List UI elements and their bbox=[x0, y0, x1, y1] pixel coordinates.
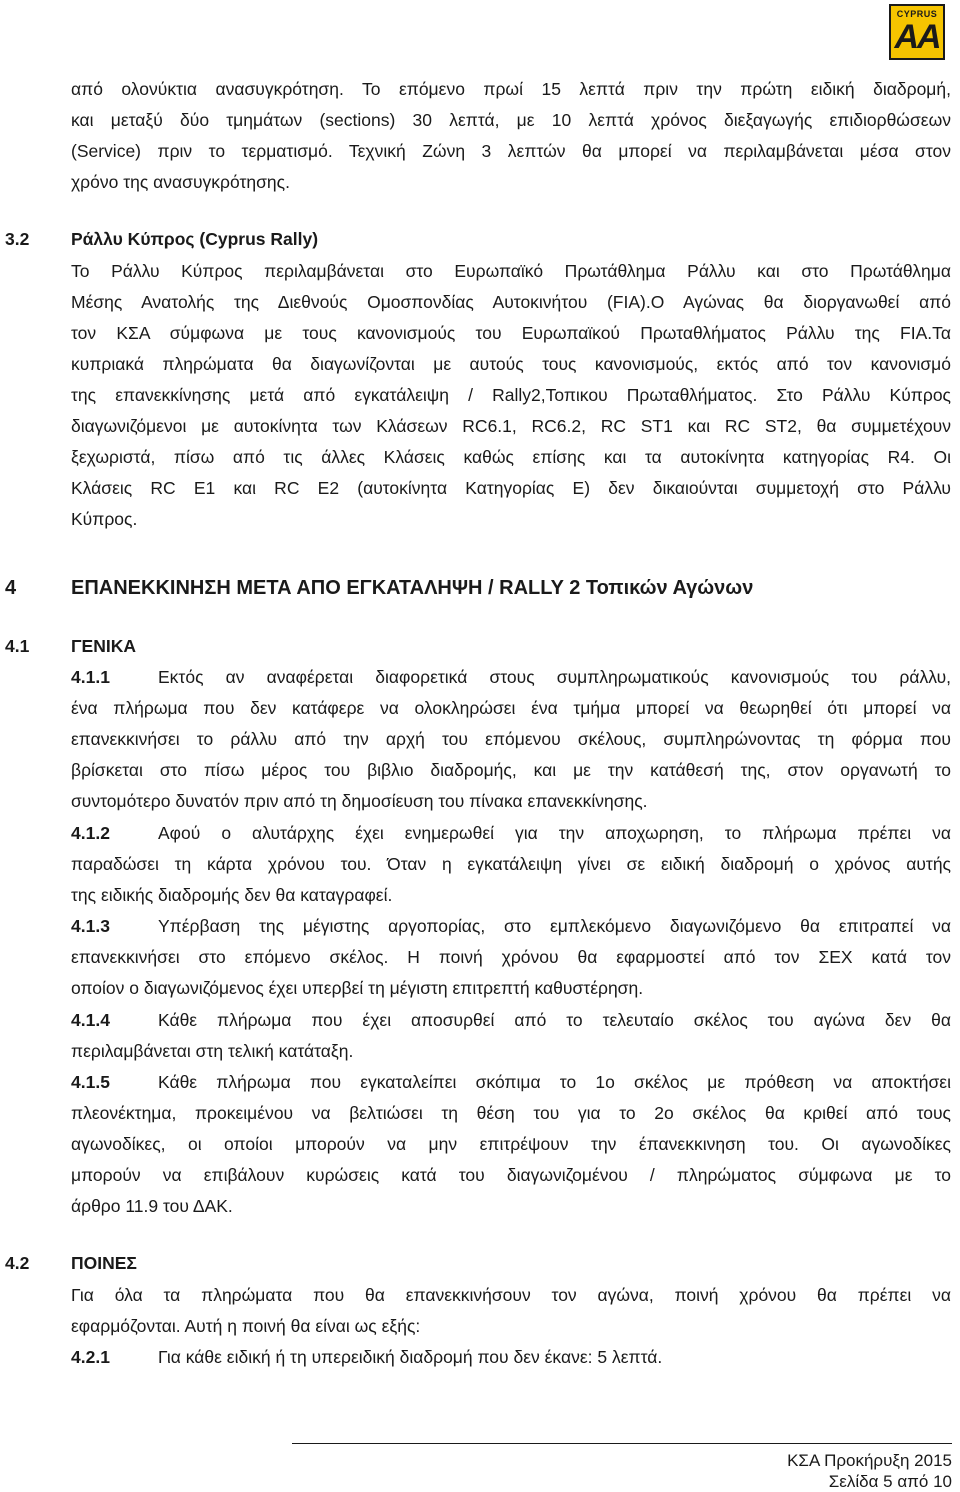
text-line: της επανεκκίνησης μετά από εγκατάλειψη / Rally2,Τοπικου Πρωταθλήματος. Στο Ράλλυ Κύπρος bbox=[71, 385, 951, 405]
intro-paragraph bbox=[71, 74, 951, 198]
item-4-1-4-first-line bbox=[158, 1005, 951, 1036]
section-4-2-body bbox=[71, 1280, 951, 1342]
text-line: Για κάθε ειδική ή τη υπερειδική διαδρομή που δεν έκανε: 5 λεπτά. bbox=[158, 1347, 663, 1367]
text-line: Υπέρβαση της μέγιστης αργοπορίας, στο εμπλεκόμενο διαγωνιζόμενο θα επιτραπεί να bbox=[158, 916, 951, 936]
item-number-4-1-2: 4.1.2 bbox=[71, 823, 110, 843]
footer-document-title: ΚΣΑ Προκήρυξη 2015 bbox=[787, 1451, 952, 1470]
section-number-4-2: 4.2 bbox=[5, 1253, 30, 1273]
text-line: Αφού ο αλυτάρχης έχει ενημερωθεί για την αποχωρηση, το πλήρωμα πρέπει να bbox=[158, 823, 951, 843]
section-title-4: ΕΠΑΝΕΚΚΙΝΗΣΗ ΜΕΤΑ ΑΠΟ ΕΓΚΑΤΑΛΗΨΗ / RALLY 2 Τοπικών Αγώνων bbox=[71, 577, 754, 599]
item-4-2-1-text bbox=[158, 1342, 951, 1373]
item-number-4-1-3: 4.1.3 bbox=[71, 916, 110, 936]
item-4-1-4-body bbox=[71, 1036, 951, 1067]
footer-page-number: Σελίδα 5 από 10 bbox=[828, 1472, 952, 1491]
item-number-4-2-1: 4.2.1 bbox=[71, 1347, 110, 1367]
text-line: ξεχωριστά, πίσω από τις άλλες Κλάσεις καθώς επίσης και τα αυτοκίνητα κατηγορίας R4. Οι bbox=[71, 447, 951, 467]
section-title-4-1: ΓΕΝΙΚΑ bbox=[71, 636, 136, 656]
item-number-4-1-4: 4.1.4 bbox=[71, 1010, 110, 1030]
section-title-4-2: ΠΟΙΝΕΣ bbox=[71, 1253, 137, 1273]
item-4-1-2-first-line bbox=[158, 818, 951, 849]
item-number-4-1-1: 4.1.1 bbox=[71, 667, 110, 687]
text-line: πλεονέκτημα, προκειμένου να βελτιώσει τη θέση του για το 2ο σκέλος θα κριθεί από τους bbox=[71, 1103, 951, 1123]
logo-main-text: AA bbox=[894, 18, 940, 56]
section-title-3-2: Ράλλυ Κύπρος (Cyprus Rally) bbox=[71, 229, 319, 249]
cyprus-aa-logo bbox=[889, 4, 945, 60]
text-line: εφαρμόζονται. Αυτή η ποινή θα είναι ως εξής: bbox=[71, 1316, 421, 1336]
footer-rule bbox=[292, 1443, 952, 1444]
text-line: οποίον ο διαγωνιζόμενος έχει υπερβεί τη μέγιστη επιτρεπτή καθυστέρηση. bbox=[71, 978, 644, 998]
text-line: παραδώσει τη κάρτα χρόνου του. Όταν η εγκατάλειψη γίνει σε ειδική διαδρομή ο χρόνος αυτής bbox=[71, 854, 951, 874]
text-line: χρόνο της ανασυγκρότησης. bbox=[71, 172, 290, 192]
section-3-2-body bbox=[71, 256, 951, 535]
text-line: αγωνοδίκες, οι οποίοι μπορούν να μην επιτρέψουν την έπανεκκινηση του. Οι αγωνοδίκες bbox=[71, 1134, 951, 1154]
item-number-4-1-5: 4.1.5 bbox=[71, 1072, 110, 1092]
text-line: και μεταξύ δύο τμημάτων (sections) 30 λεπτά, με 10 λεπτά χρόνος διεξαγωγής επιδιορθώσεων bbox=[71, 110, 951, 130]
text-line: βρίσκεται στο πίσω μέρος του βιβλιο διαδρομής, και με την κατάθεσή της, στον οργανωτή το bbox=[71, 760, 951, 780]
item-4-1-3-first-line bbox=[158, 911, 951, 942]
text-line: Κλάσεις RC E1 και RC E2 (αυτοκίνητα Κατηγορίας Ε) δεν δικαιούνται συμμετοχή στο Ράλλυ bbox=[71, 478, 951, 498]
text-line: από ολονύκτια ανασυγκρότηση. Το επόμενο πρωί 15 λεπτά πριν την πρώτη ειδική διαδρομή, bbox=[71, 79, 951, 99]
text-line: διαγωνιζόμενοι με αυτοκίνητα των Κλάσεων RC6.1, RC6.2, RC ST1 και RC ST2, θα συμμετέχουν bbox=[71, 416, 951, 436]
text-line: περιλαμβάνεται στη τελική κατάταξη. bbox=[71, 1041, 354, 1061]
text-line: Κάθε πλήρωμα που έχει αποσυρθεί από το τελευταίο σκέλος του αγώνα δεν θα bbox=[158, 1010, 951, 1030]
item-4-1-1-first-line bbox=[158, 662, 951, 693]
item-4-1-5-body bbox=[71, 1098, 951, 1222]
text-line: τον ΚΣΑ σύμφωνα με τους κανονισμούς του Ευρωπαϊκού Πρωταθλήματος Ράλλυ της FIA.Τα bbox=[71, 323, 951, 343]
text-line: επανεκκινήσει το ράλλυ από την αρχή του επόμενου σκέλους, συμπληρώνοντας τη φόρμα που bbox=[71, 729, 951, 749]
text-line: Κάθε πλήρωμα που εγκαταλείπει σκόπιμα το 1ο σκέλος με πρόθεση να αποκτήσει bbox=[158, 1072, 951, 1092]
text-line: συντομότερο δυνατόν πριν από τη δημοσίευση του πίνακα επανεκκίνησης. bbox=[71, 791, 648, 811]
text-line: Μέσης Ανατολής της Διεθνούς Ομοσπονδίας Αυτοκινήτου (FIA).Ο Αγώνας θα διοργανωθεί από bbox=[71, 292, 951, 312]
item-4-1-1-body bbox=[71, 693, 951, 817]
item-4-1-3-body bbox=[71, 942, 951, 1004]
logo-top-text: CYPRUS bbox=[896, 9, 938, 19]
text-line: άρθρο 11.9 του ΔΑΚ. bbox=[71, 1196, 233, 1216]
item-4-1-5-first-line bbox=[158, 1067, 951, 1098]
section-number-4: 4 bbox=[5, 577, 17, 599]
text-line: (Service) πριν το τερματισμό. Τεχνική Ζώνη 3 λεπτών θα μπορεί να περιλαμβάνεται μέσα στον bbox=[71, 141, 951, 161]
section-number-4-1: 4.1 bbox=[5, 636, 30, 656]
text-line: Κύπρος. bbox=[71, 509, 138, 529]
text-line: ένα πλήρωμα που δεν κατάφερε να ολοκληρώσει ένα τμήμα μπορεί να θεωρηθεί ότι μπορεί να bbox=[71, 698, 951, 718]
text-line: Για όλα τα πληρώματα που θα επανεκκινήσουν τον αγώνα, ποινή χρόνου θα πρέπει να bbox=[71, 1285, 951, 1305]
text-line: επανεκκινήσει στο επόμενο σκέλος. Η ποινή χρόνου θα εφαρμοστεί από τον ΣΕΧ κατά τον bbox=[71, 947, 951, 967]
text-line: Το Ράλλυ Κύπρος περιλαμβάνεται στο Ευρωπαϊκό Πρωτάθλημα Ράλλυ και στο Πρωτάθλημα bbox=[71, 261, 951, 281]
text-line: μπορούν να επιβάλουν κυρώσεις κατά του διαγωνιζομένου / πληρώματος σύμφωνα με το bbox=[71, 1165, 951, 1185]
text-line: κυπριακά πληρώματα θα διαγωνίζονται με αυτούς τους κανονισμούς, εκτός από τον κανονισμό bbox=[71, 354, 951, 374]
section-number-3-2: 3.2 bbox=[5, 229, 30, 249]
text-line: της ειδικής διαδρομής δεν θα καταγραφεί. bbox=[71, 885, 393, 905]
item-4-1-2-body bbox=[71, 849, 951, 911]
text-line: Εκτός αν αναφέρεται διαφορετικά στους συμπληρωματικούς κανονισμούς του ράλλυ, bbox=[158, 667, 951, 687]
